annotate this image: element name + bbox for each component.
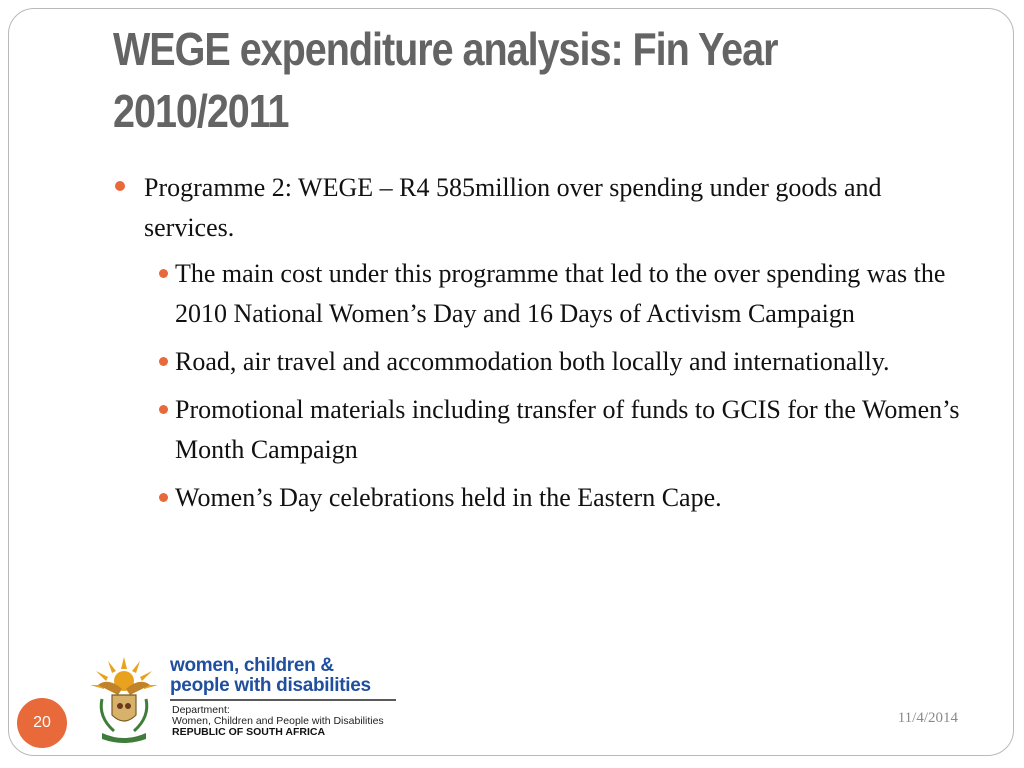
bullet-level1 [115, 168, 975, 248]
coat-of-arms-icon [88, 655, 160, 745]
sub-bullet-1 [115, 254, 975, 334]
logo-divider [170, 699, 396, 701]
sub-bullet-text: Women’s Day celebrations held in the Eastern Cape. [175, 483, 722, 512]
bullet-dot-icon [159, 269, 168, 278]
sub-bullet-4 [115, 478, 975, 518]
sub-bullet-2 [115, 342, 975, 382]
logo-line1: women, children & [170, 655, 334, 676]
slide-title: WEGE expenditure analysis: Fin Year 2010/2011 [113, 23, 778, 137]
slide-date: 11/4/2014 [897, 710, 958, 726]
bullet-dot-icon [159, 493, 168, 502]
bullet-dot-icon [159, 357, 168, 366]
page-number-badge: 20 [17, 698, 67, 748]
sub-bullet-text: Road, air travel and accommodation both locally and internationally. [175, 347, 890, 376]
department-logo [88, 655, 408, 745]
logo-country: REPUBLIC OF SOUTH AFRICA [172, 726, 326, 738]
logo-dept-name: Women, Children and People with Disabilities [172, 715, 384, 727]
sub-bullet-text: The main cost under this programme that led to the over spending was the 2010 National Women’s Day and 16 Days of Activism Campaign [175, 259, 946, 328]
slide-content [115, 168, 975, 526]
logo-line2: people with disabilities [170, 675, 371, 696]
sub-bullet-3 [115, 390, 975, 470]
bullet-dot-icon [159, 405, 168, 414]
bullet-dot-icon [115, 181, 125, 191]
sub-bullet-text: Promotional materials including transfer of funds to GCIS for the Women’s Month Campaign [175, 395, 960, 464]
bullet-text: Programme 2: WEGE – R4 585million over spending under goods and services. [144, 173, 882, 242]
logo-dept-label: Department: [172, 704, 230, 716]
